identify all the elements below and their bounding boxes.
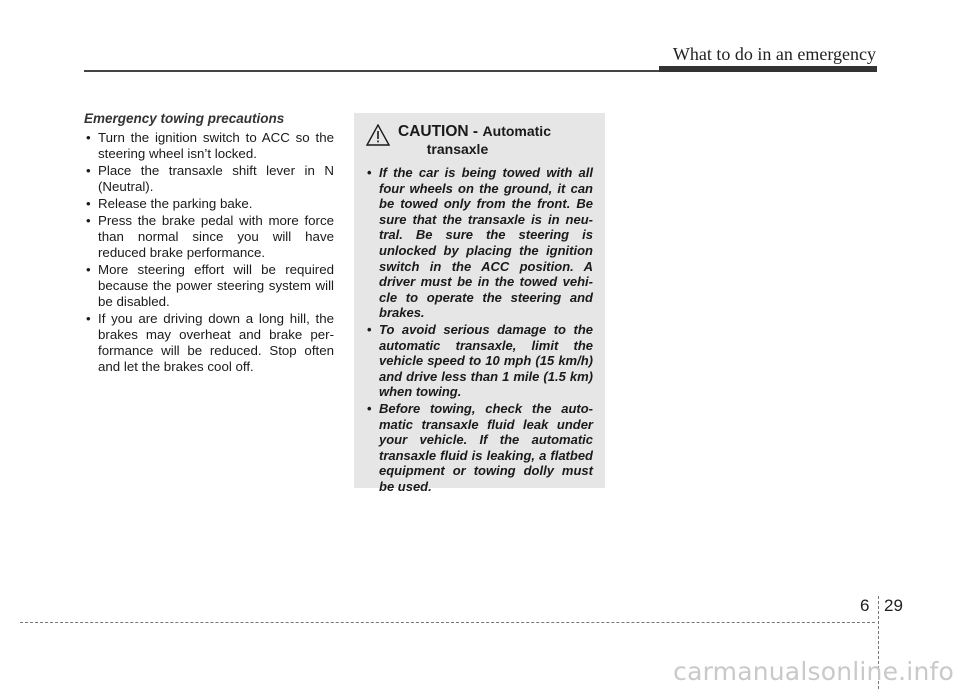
header-rule-accent	[659, 66, 877, 72]
list-item: • Place the transaxle shift lever in N (Neutral).	[84, 163, 334, 195]
towing-precautions-list	[84, 130, 334, 375]
list-item: • Press the brake pedal with more force than normal since you will have reduced brake performance.	[84, 213, 334, 261]
footer-rule	[20, 622, 875, 623]
list-item: • If the car is being towed with all four wheels on the ground, it can be towed only from the front. Be sure that the transaxle is in neu- tral. Be sure the steering is unlocked by placing the ignition switch in the ACC position. A driver must be in the towed vehi- cle to operate the steering and brakes.	[366, 165, 593, 321]
list-item: • To avoid serious damage to the automatic transaxle, limit the vehicle speed to 10 mph (15 km/h) and drive less than 1 mile (1.5 km) when towing.	[366, 322, 593, 400]
caution-title	[398, 123, 551, 157]
list-item: • More steering effort will be required because the power steering system will be disabled.	[84, 262, 334, 310]
caution-subject-line2: transaxle	[426, 141, 489, 157]
page-header-title: What to do in an emergency	[672, 44, 876, 64]
chapter-number: 6	[860, 596, 870, 615]
list-item: • If you are driving down a long hill, the brakes may overheat and brake per- formance will be reduced. Stop often and let the brakes cool off.	[84, 311, 334, 375]
section-heading: Emergency towing precautions	[84, 111, 285, 126]
list-item: • Turn the ignition switch to ACC so the steering wheel isn’t locked.	[84, 130, 334, 162]
caution-list	[366, 165, 593, 494]
header-rule	[84, 70, 659, 72]
page-number: 29	[884, 596, 903, 615]
watermark: carmanualsonline.info	[673, 657, 954, 686]
list-item: • Before towing, check the auto- matic transaxle fluid leak under your vehicle. If the automatic transaxle fluid is leaking, a flatbed equipment or towing dolly must be used.	[366, 401, 593, 495]
warning-triangle-icon	[366, 124, 390, 146]
caution-box	[354, 113, 605, 494]
list-item: • Release the parking bake.	[84, 196, 334, 212]
caution-label: CAUTION -	[398, 123, 479, 140]
caution-header	[366, 123, 593, 157]
towing-precautions-section	[84, 111, 334, 376]
caution-subject: Automatic	[482, 123, 551, 139]
